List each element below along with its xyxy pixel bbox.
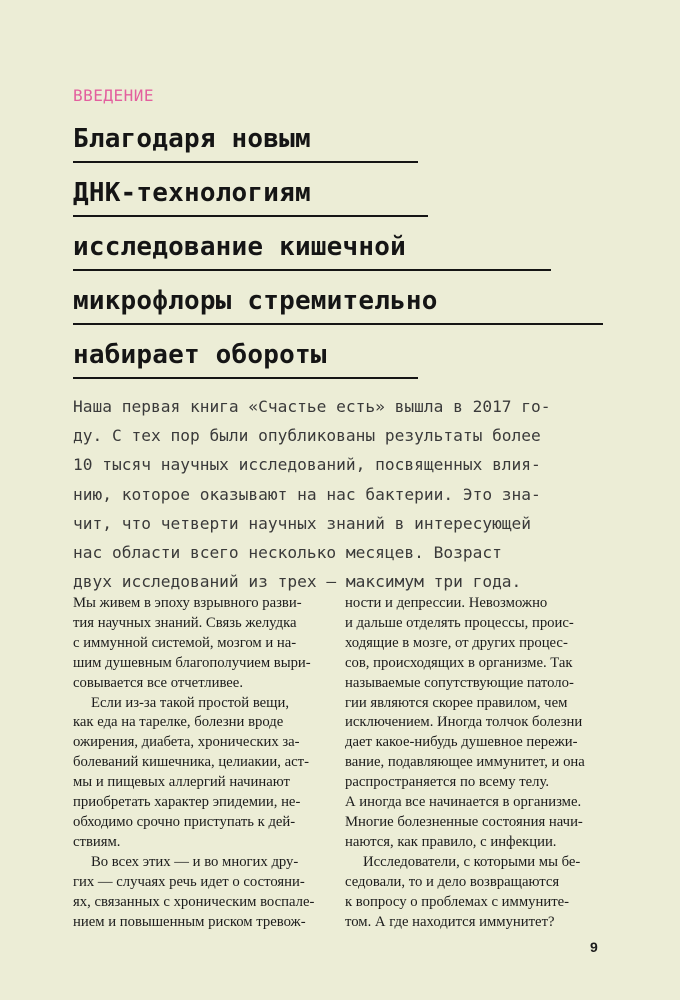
lead-line: чит, что четверти научных знаний в интересующей	[73, 513, 532, 533]
body-line: ности и депрессии. Невозможно	[345, 595, 548, 611]
body-line: Многие болезненные состояния начи-	[345, 813, 583, 830]
lead-line: двух исследований из трех — максимум три года.	[73, 572, 522, 592]
body-line: ях, связанных с хроническим воспале-	[73, 893, 315, 910]
page-number: 9	[590, 939, 598, 955]
body-column-right	[345, 594, 603, 932]
body-line: наются, как правило, с инфекции.	[345, 833, 557, 850]
body-line: совывается все отчетливее.	[73, 674, 244, 691]
body-line: с иммунной системой, мозгом и на-	[73, 634, 297, 651]
body-line: болеваний кишечника, целиакии, аст-	[73, 754, 309, 771]
body-line: гих — случаях речь идет о состояни-	[73, 873, 305, 890]
lead-paragraph	[73, 392, 613, 596]
headline-line: Благодаря новым	[73, 118, 613, 172]
body-line: ходящие в мозге, от других процес-	[345, 634, 568, 651]
lead-line: 10 тысяч научных исследований, посвященных влия-	[73, 455, 541, 475]
body-line: распространяется по всему телу.	[345, 774, 550, 791]
body-line: шим душевным благополучием выри-	[73, 654, 311, 671]
lead-line: ду. С тех пор были опубликованы результаты более	[73, 426, 541, 446]
section-label: ВВЕДЕНИЕ	[73, 86, 155, 105]
body-line: том. А где находится иммунитет?	[345, 913, 555, 930]
lead-line: нас области всего несколько месяцев. Возраст	[73, 543, 502, 563]
body-line: вание, подавляющее иммунитет, и она	[345, 754, 585, 771]
body-line: исключением. Иногда толчок болезни	[345, 714, 583, 731]
body-line: гии являются скорее правилом, чем	[345, 694, 568, 711]
body-line: А иногда все начинается в организме.	[345, 794, 582, 811]
body-line: седовали, то и дело возвращаются	[345, 873, 560, 890]
body-line: приобретать характер эпидемии, не-	[73, 794, 301, 811]
headline	[73, 118, 613, 388]
lead-line: нию, которое оказывают на нас бактерии. Это зна-	[73, 484, 541, 504]
body-line: Мы живем в эпоху взрывного разви-	[73, 595, 302, 611]
body-line: сов, происходящих в организме. Так	[345, 654, 573, 671]
body-line: ожирения, диабета, хронических за-	[73, 734, 300, 751]
body-line: обходимо срочно приступать к дей-	[73, 813, 296, 830]
body-line: нием и повышенным риском тревож-	[73, 913, 306, 930]
body-line: к вопросу о проблемах с иммуните-	[345, 893, 570, 910]
body-line: дает какое-нибудь душевное пережи-	[345, 734, 578, 751]
body-line: тия научных знаний. Связь желудка	[73, 614, 297, 631]
body-line: Если из-за такой простой вещи,	[91, 694, 290, 711]
body-line: мы и пищевых аллергий начинают	[73, 774, 290, 791]
body-line: называемые сопутствующие патоло-	[345, 674, 574, 691]
headline-line: ДНК-технологиям	[73, 172, 613, 226]
body-line: ствиям.	[73, 833, 121, 850]
body-line: как еда на тарелке, болезни вроде	[73, 714, 284, 731]
body-column-left	[73, 594, 331, 932]
body-line: Исследователи, с которыми мы бе-	[363, 853, 581, 870]
body-line: Во всех этих — и во многих дру-	[91, 853, 299, 870]
headline-line: исследование кишечной	[73, 226, 613, 280]
headline-line: набирает обороты	[73, 334, 613, 388]
headline-line: микрофлоры стремительно	[73, 280, 613, 334]
body-line: и дальше отделять процессы, проис-	[345, 614, 574, 631]
lead-line: Наша первая книга «Счастье есть» вышла в 2017 го-	[73, 397, 551, 416]
